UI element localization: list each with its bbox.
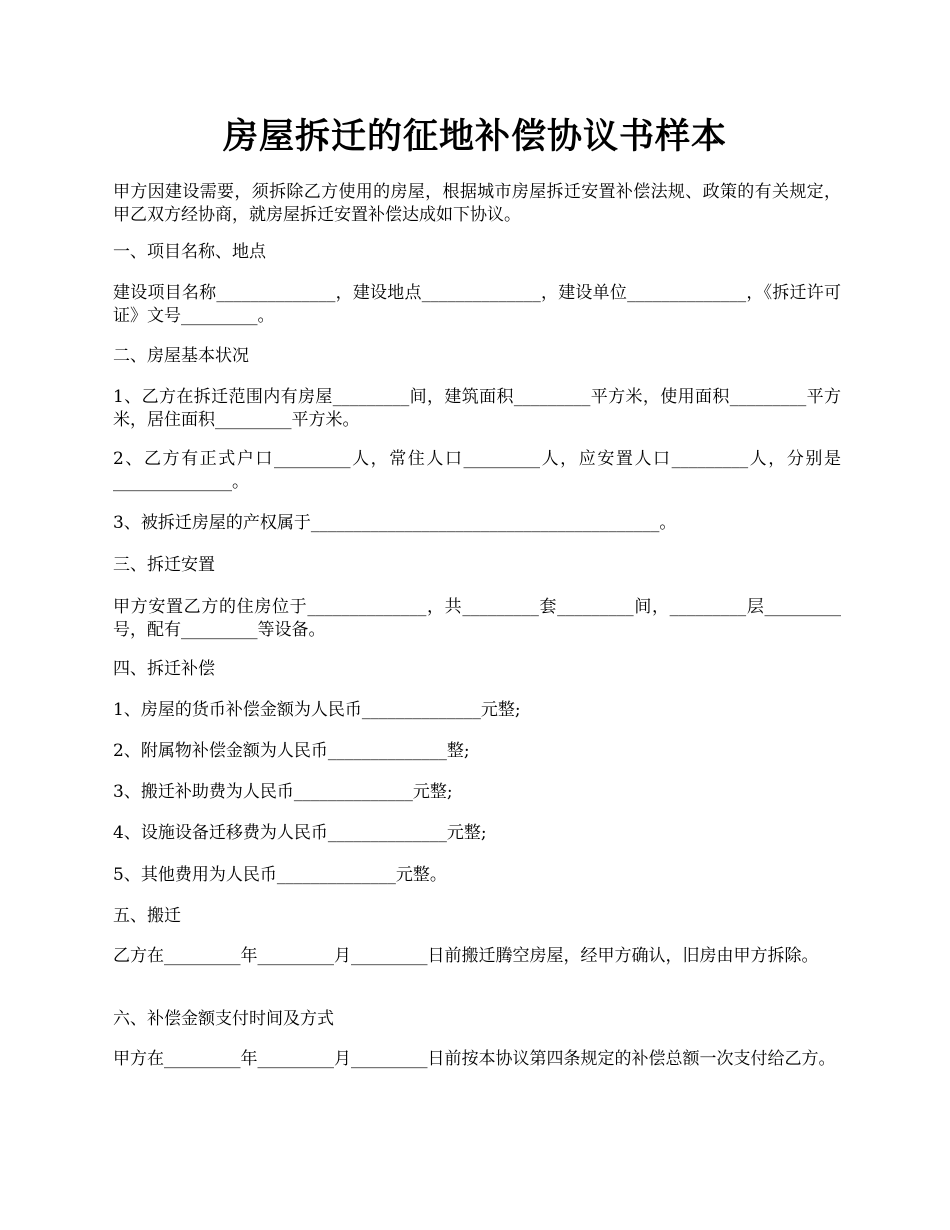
- house-area-paragraph: 1、乙方在拆迁范围内有房屋_________间，建筑面积_________平方米，使用面积_________平方米，居住面积_________平方米。: [113, 387, 841, 430]
- section-heading-relocation: 五、搬迁: [113, 906, 181, 926]
- property-owner-paragraph: 3、被拆迁房屋的产权属于_________________________________________。: [113, 513, 677, 533]
- section-heading-project: 一、项目名称、地点: [113, 242, 266, 262]
- relocation-paragraph: 乙方在_________年_________月_________日前搬迁腾空房屋，经甲方确认，旧房由甲方拆除。: [113, 946, 819, 966]
- section-heading-house-status: 二、房屋基本状况: [113, 346, 249, 366]
- compensation-item-5: 5、其他费用为人民币______________元整。: [113, 865, 447, 885]
- section-heading-resettlement: 三、拆迁安置: [113, 555, 215, 575]
- section-heading-compensation: 四、拆迁补偿: [113, 659, 215, 679]
- section-heading-payment: 六、补偿金额支付时间及方式: [113, 1009, 334, 1029]
- document-title: 房屋拆迁的征地补偿协议书样本: [222, 116, 727, 157]
- project-info-paragraph: 建设项目名称______________，建设地点______________，建设单位______________，《拆迁许可证》文号_________。: [113, 283, 841, 326]
- compensation-item-2: 2、附属物补偿金额为人民币______________整;: [113, 741, 470, 761]
- compensation-item-4: 4、设施设备迁移费为人民币______________元整;: [113, 823, 487, 843]
- household-paragraph: 2、乙方有正式户口_________人，常住人口_________人，应安置人口_________人，分别是______________。: [113, 449, 841, 492]
- compensation-item-1: 1、房屋的货币补偿金额为人民币______________元整;: [113, 700, 521, 720]
- compensation-item-3: 3、搬迁补助费为人民币______________元整;: [113, 782, 453, 802]
- intro-paragraph: 甲方因建设需要，须拆除乙方使用的房屋，根据城市房屋拆迁安置补偿法规、政策的有关规定，甲乙双方经协商，就房屋拆迁安置补偿达成如下协议。: [113, 182, 841, 225]
- resettlement-paragraph: 甲方安置乙方的住房位于______________，共_________套_________间，_________层_________号，配有_________等设备。: [113, 597, 841, 640]
- payment-paragraph: 甲方在_________年_________月_________日前按本协议第四条规定的补偿总额一次支付给乙方。: [113, 1049, 836, 1069]
